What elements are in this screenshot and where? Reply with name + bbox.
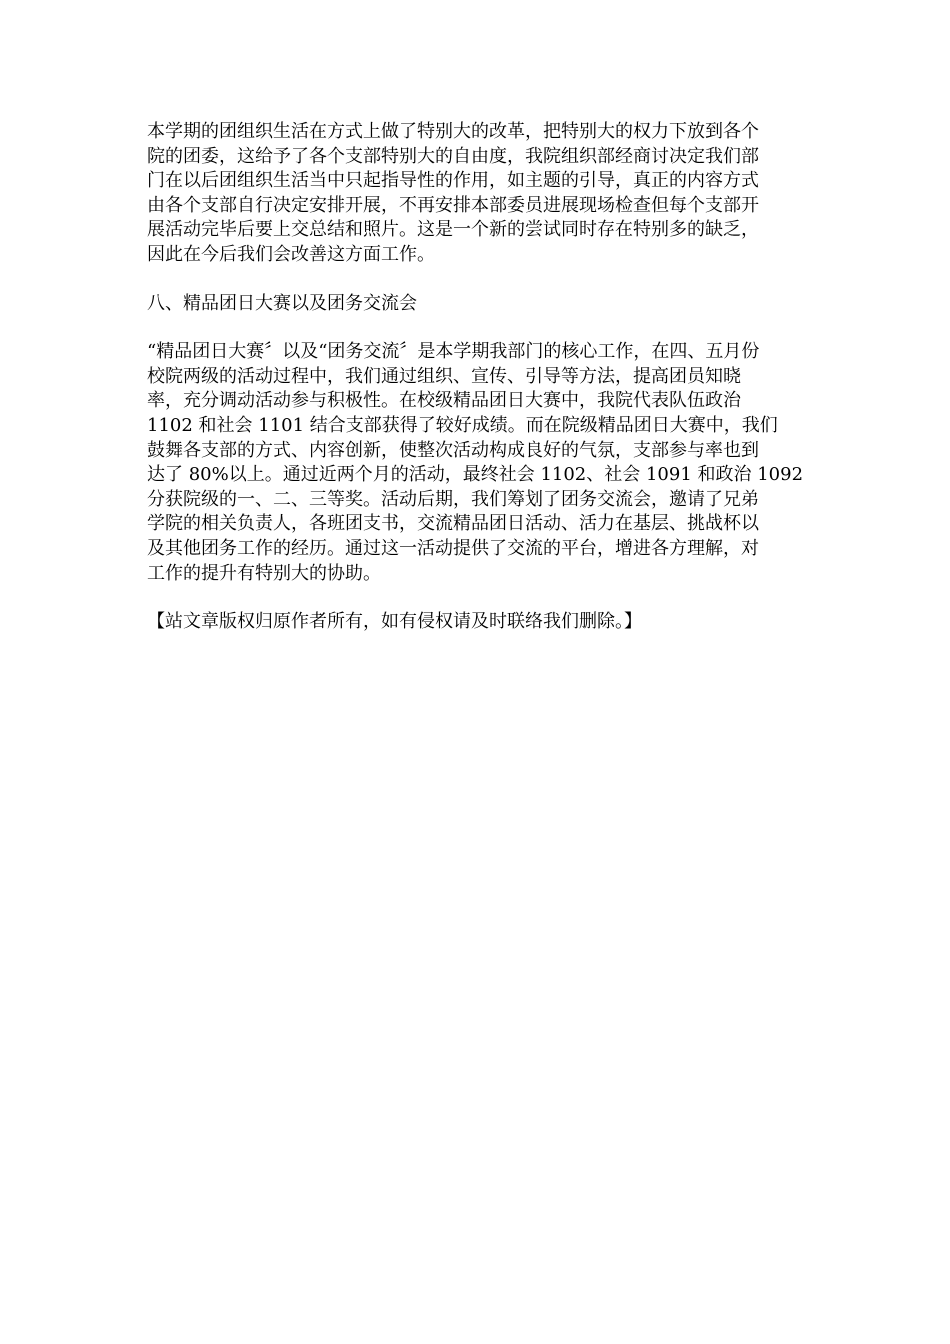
paragraph-line: 分获院级的一、二、三等奖。活动后期，我们筹划了团务交流会，邀请了兄弟 xyxy=(147,488,759,510)
section-heading: 八、精品团日大赛以及团务交流会 xyxy=(147,292,417,314)
paragraph-line: “精品团日大赛〞以及“团务交流〞是本学期我部门的核心工作，在四、五月份 xyxy=(147,341,760,363)
paragraph-line: 由各个支部自行决定安排开展，不再安排本部委员进展现场检查但每个支部开 xyxy=(147,194,759,216)
document-page xyxy=(147,120,807,659)
copyright-notice: 【站文章版权归原作者所有，如有侵权请及时联络我们删除。】 xyxy=(147,611,642,633)
paragraph-line: 本学期的团组织生活在方式上做了特别大的改革，把特别大的权力下放到各个 xyxy=(147,121,759,142)
paragraph-org-life xyxy=(147,120,807,268)
paragraph-line: 1102 和社会 1101 结合支部获得了较好成绩。而在院级精品团日大赛中，我们 xyxy=(147,414,778,436)
paragraph-line: 及其他团务工作的经历。通过这一活动提供了交流的平台，增进各方理解，对 xyxy=(147,537,759,559)
paragraph-line: 门在以后团组织生活当中只起指导性的作用，如主题的引导，真正的内容方式 xyxy=(147,170,759,192)
paragraph-line: 展活动完毕后要上交总结和照片。这是一个新的尝试同时存在特别多的缺乏， xyxy=(147,219,759,241)
paragraph-line: 率，充分调动活动参与积极性。在校级精品团日大赛中，我院代表队伍政治 xyxy=(147,390,741,412)
copyright-notice-container xyxy=(147,610,807,635)
paragraph-line: 院的团委，这给予了各个支部特别大的自由度，我院组织部经商讨决定我们部 xyxy=(147,145,759,167)
section-heading-8-container xyxy=(147,292,807,317)
paragraph-line: 校院两级的活动过程中，我们通过组织、宣传、引导等方法，提高团员知晓 xyxy=(147,365,741,387)
paragraph-line: 因此在今后我们会改善这方面工作。 xyxy=(147,243,435,265)
paragraph-contest xyxy=(147,340,807,586)
paragraph-line: 学院的相关负责人，各班团支书，交流精品团日活动、活力在基层、挑战杯以 xyxy=(147,513,759,535)
paragraph-line: 达了 80%以上。通过近两个月的活动，最终社会 1102、社会 1091 和政治 1092 xyxy=(147,464,804,486)
paragraph-line: 工作的提升有特别大的协助。 xyxy=(147,562,381,584)
paragraph-line: 鼓舞各支部的方式、内容创新，使整次活动构成良好的气氛，支部参与率也到 xyxy=(147,439,759,461)
